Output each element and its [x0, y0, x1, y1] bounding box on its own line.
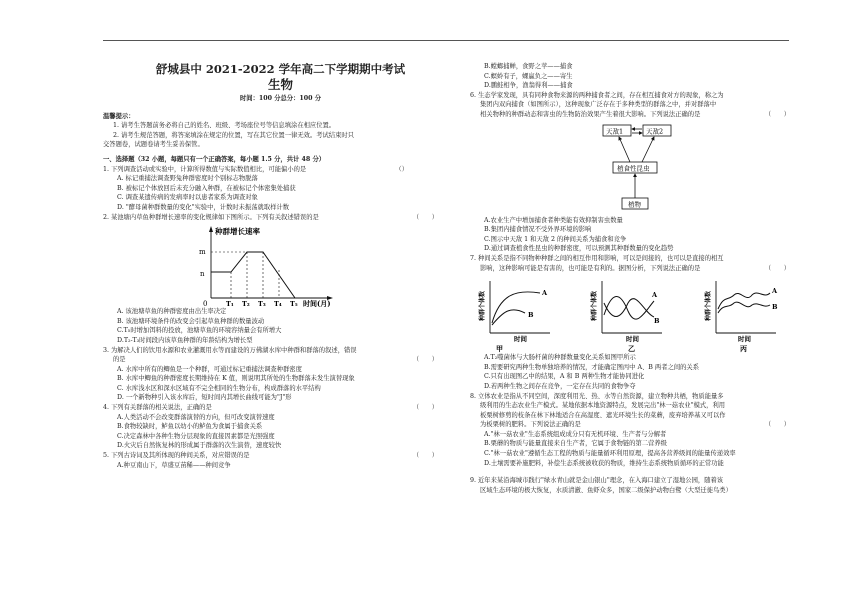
- x-tick: T₅: [290, 300, 298, 308]
- notes-line: 交答题卷，试题卷请考生妥善保管。: [103, 141, 204, 149]
- option: A. 该池塘草鱼的种群密度由出生率决定: [117, 308, 227, 316]
- option: A. 水库中所有的鲫鱼是一个种群，可通过标记重捕法调查种群密度: [117, 365, 302, 373]
- y-label: 种群个体数: [705, 291, 712, 322]
- answer-paren: （ ）: [412, 452, 438, 460]
- question-4-stem: [103, 403, 438, 413]
- q7-population-figures: [470, 273, 790, 353]
- q6-food-web-figure: [470, 120, 790, 216]
- option: D. "酵母菌种群数量的变化"实验中，计数时未振荡就取样计数: [117, 203, 290, 211]
- exam-title: 舒城县中 2021-2022 学年高二下学期期中考试: [155, 62, 406, 76]
- left-column: [103, 62, 438, 470]
- panel-jia: [478, 281, 550, 353]
- question-9-line: 区域生态环境的极大恢复，水质清澈、鱼虾众多，国家二级保护动物白鹭（大型迁徙鸟类）: [480, 486, 732, 494]
- question-text: 2. 某池塘内草鱼种群增长速率的变化规律如下图所示。下列有关叙述错误的是: [103, 213, 319, 221]
- option: B.食物较缺时，鲈鱼以幼小的鲈鱼为食属于捕食关系: [117, 423, 263, 431]
- x-unit: 时间(月): [303, 299, 331, 308]
- x-label: 时间: [738, 335, 751, 344]
- option: A.人类活动不会改变群落演替的方向，但可改变演替速度: [117, 413, 275, 421]
- header-rule: [103, 40, 789, 41]
- series-a-label: A: [772, 287, 778, 296]
- x-label: 时间: [514, 335, 527, 344]
- option: C. 水库浅水区和深水区域有不完全相同的生物分布，构成群落的水平结构: [117, 384, 321, 392]
- x-tick: T₄: [274, 300, 282, 308]
- panel-caption: 乙: [628, 344, 635, 354]
- option: C.决定森林中各种生物分层现象的直接因素都是光照强度: [117, 432, 275, 440]
- panel-yi: [590, 281, 662, 353]
- option: A.农业生产中增加捕食者种类能有效抑制害虫数量: [484, 216, 623, 224]
- option: C. 调查某遗传病的发病率时以患者家系为调查对象: [117, 194, 258, 202]
- series-a-label: A: [652, 291, 658, 300]
- y-axis-arrow: [209, 226, 213, 232]
- node-enemy-1-label: 天敌1: [606, 127, 624, 136]
- q2-growth-rate-svg: [103, 222, 438, 307]
- node-plant-label: 植物: [628, 200, 641, 209]
- option: B.需要研究两种生物单独培养的情况，才能确定图丙中 A、B 两者之间的关系: [484, 363, 700, 371]
- right-column: [470, 62, 790, 495]
- answer-paren: （ ）: [764, 421, 790, 429]
- question-3-stem2: [103, 355, 438, 365]
- option: A."林一菇农业"生态系统组成成分只有无机环境、生产者与分解者: [484, 430, 667, 438]
- exam-meta: 时间：100 分总分：100 分: [239, 95, 322, 102]
- y-label: 种群个体数: [479, 291, 486, 322]
- question-text: 为板栗树的肥料。下列说法正确的是: [480, 421, 581, 429]
- option: B. 水库中鲫鱼的种群密度长期维持在 K 值，则说明其所处的生物群落未发生演替现象: [117, 375, 355, 383]
- option: B.栗蘑的物质与能量直接来自生产者，它属于食物链的第二营养级: [484, 440, 667, 448]
- question-8-last-line: [470, 420, 790, 430]
- question-text: 5. 下列古诗词及其所体现的种间关系，对应错误的是: [103, 452, 250, 460]
- question-5-stem: [103, 451, 438, 461]
- question-6-stem3: [470, 110, 790, 120]
- arrow-herbivore-to-2: [642, 137, 654, 162]
- question-9-line: 9. 近年来某沿海城市践行"绿水青山就是金山银山"理念，在入海口建立了湿地公园，随着该: [470, 477, 724, 485]
- series-b-label: B: [654, 317, 660, 326]
- y-label-n: n: [200, 270, 205, 279]
- question-text: 4. 下列有关群落的相关说法，正确的是: [103, 404, 212, 412]
- x-tick: T₃: [258, 300, 266, 308]
- option: D.鹏鲑相争，渔翁得利——捕食: [484, 82, 573, 90]
- option: C.只有出现图乙中的结果，A 和 B 两种生物才能协同进化: [484, 373, 645, 381]
- answer-paren: （ ）: [412, 404, 438, 412]
- panel-caption: 丙: [740, 344, 747, 354]
- answer-paren: （ ）: [412, 356, 438, 364]
- option: C.螟蛉有子，蜾蠃负之——寄生: [484, 72, 573, 80]
- node-enemy-2-label: 天敌2: [646, 127, 664, 136]
- x-label: 时间: [626, 335, 639, 344]
- notes-line: 1. 请考生答题前务必将自己的姓名、班级、考场座位号等信息填涂在相应位置。: [113, 122, 336, 130]
- x-tick: T₂: [242, 300, 250, 308]
- series-a-curve: [604, 297, 654, 320]
- option: B.集团内捕食情况不受外界环境的影响: [484, 226, 592, 234]
- question-3-stem: 3. 为解决人们的饮用水源和农业灌溉用水等而建设的万佛湖水库中种群和群落的叙述，错误: [103, 346, 357, 354]
- chart-title: 种群增长速率: [215, 227, 260, 237]
- question-text: 相关物种的种群动态和害虫的生物防治效果产生着很大影响。下列说法正确的是: [480, 110, 701, 118]
- series-b-label: B: [528, 311, 534, 320]
- series-b-curve: [604, 299, 654, 317]
- x-tick: T₁: [226, 300, 234, 308]
- question-text: 的是: [113, 356, 126, 364]
- exam-subject: 生物: [267, 77, 293, 92]
- section-heading: 一、选择题（32 小题，每题只有一个正确答案，每小题 1.5 分，共计 48 分）: [103, 155, 326, 163]
- question-1-stem: [103, 165, 438, 175]
- q2-growth-rate-figure: [103, 222, 438, 307]
- q6-food-web-svg: [470, 120, 790, 216]
- answer-paren: （）: [395, 165, 408, 173]
- option: D.若两种生物之间存在竞争，一定存在共同的食物争夺: [484, 382, 636, 390]
- notes-line: 2. 请考生规范答题，将答案填涂在规定的位置，写在其它位置一律无效。考试结束时只: [113, 131, 354, 139]
- option: B. 该池塘环境条件的改变会引起草鱼种群的数量波动: [117, 317, 265, 325]
- panel-caption: 甲: [496, 344, 503, 354]
- question-7-stem: 7. 种间关系是指不同物种种群之间的相互作用和影响，可以是间接的，也可以是直接的相互: [470, 254, 724, 262]
- series-a-label: A: [542, 289, 548, 298]
- option: A.T₂噬菌体与大肠杆菌的种群数量变化关系如图甲所示: [484, 354, 636, 362]
- option: C.图示中天敌 1 和天敌 2 的种间关系为捕食和竞争: [484, 235, 627, 243]
- answer-paren: （ ）: [764, 110, 790, 118]
- option: A.种豆南山下，草盛豆苗稀——种间竞争: [117, 461, 231, 469]
- question-7-stem2: [470, 264, 790, 274]
- option: D.通过调查植食性昆虫的种群密度，可以预测其种群数量的变化趋势: [484, 245, 674, 253]
- question-6-stem: 6. 生态学家发现，具有同种食物来源的两种捕食者之间，存在相互捕食对方的现象，称之为: [470, 91, 724, 99]
- question-8-line: 板栗树修剪的枝条在林下林地适合在高湿度、遮光环境生长的菜蘑，废弃培养基又可以作: [480, 411, 726, 419]
- node-herbivore-label: 植食性昆虫: [617, 164, 650, 173]
- option: C.T₅时增加饵料的投放，池塘草鱼的环境容纳量会有所增大: [117, 327, 282, 335]
- q7-population-svg: [470, 273, 790, 353]
- answer-paren: （ ）: [412, 213, 438, 221]
- answer-paren: （ ）: [764, 264, 790, 272]
- y-label-m: m: [199, 248, 206, 257]
- question-text: 1. 下列调查活动或实验中，计算所得数值与实际数值相比，可能偏小的是: [103, 165, 307, 173]
- option: B.螳螂捕蝉，食野之苹——捕食: [484, 63, 573, 70]
- question-2-stem: [103, 213, 438, 223]
- question-8-line: 级利用的生态农业生产模式。某地依据本地资源特点，发展完出"林一菇农业"模式，利用: [480, 402, 726, 410]
- option: A. 标记重捕法调查野兔种群密度时个别标志物脱落: [117, 175, 258, 183]
- option: D. 一个新物种引入该水库后，短时间内其增长曲线可能为"J"形: [117, 394, 292, 402]
- notes-heading: 温馨提示：: [103, 112, 135, 120]
- panel-bing: [704, 281, 778, 353]
- option: D.T₂-T₃时间段内该草鱼种群的年龄结构为增长型: [117, 336, 253, 344]
- option: D.土壤需要补施肥料，补偿生态系统被收获的物质，维持生态系统物质循环的正常功能: [484, 459, 724, 467]
- y-label: 种群个体数: [591, 291, 598, 322]
- series-b-curve: [718, 302, 770, 313]
- arrow-herbivore-to-1: [619, 137, 630, 162]
- origin-label: 0: [203, 300, 208, 308]
- question-text: 影响，这种影响可能是有害的，也可能是有利的。据图分析，下列说法正确的是: [480, 264, 701, 272]
- option: D.火灾后自然恢复林的形成属于群落的次生演替，速度较快: [117, 442, 282, 450]
- question-8-line: 8. 立体农业是指从不同空间，深度利用光、热、水等自然资源，建立物种共栖，物质能量多: [470, 392, 724, 400]
- growth-rate-curve: [211, 252, 295, 298]
- question-6-stem2: 集团内双向捕食（如图所示），这种现象广泛存在于多种类型的群落之中，并对群落中: [480, 101, 717, 109]
- option: B. 被标记个体放回后未充分融入种群，在被标记个体密集处捕获: [117, 184, 296, 192]
- option: C."林一菇农业"遵循生态工程的物质与能量循环利用原理，提高各营养级间的能量传递效率: [484, 450, 736, 458]
- series-b-curve: [492, 310, 525, 325]
- series-b-label: B: [772, 303, 778, 312]
